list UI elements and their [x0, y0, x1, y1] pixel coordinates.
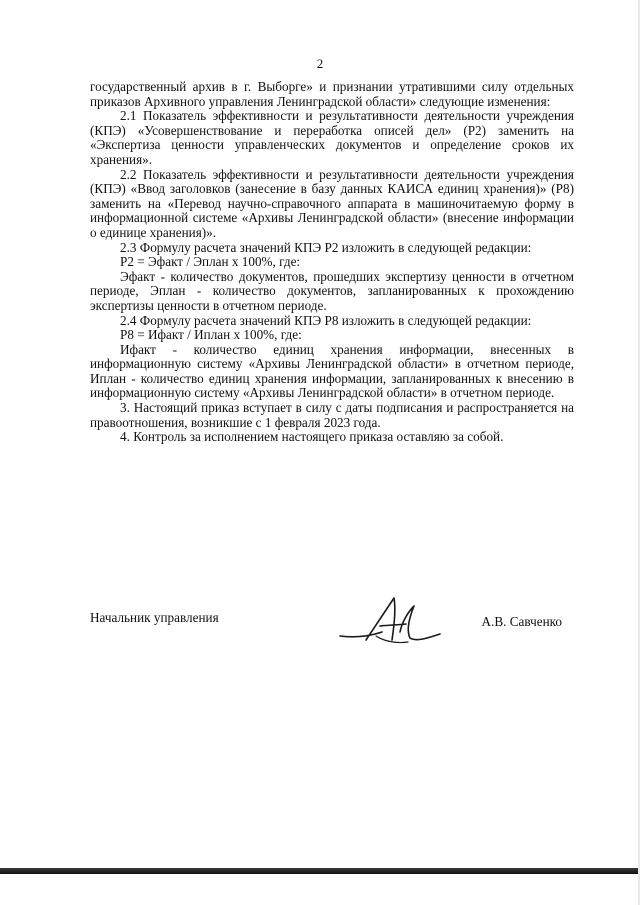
signatory-name: А.В. Савченко: [481, 614, 562, 629]
page-number: 2: [316, 56, 324, 71]
formula-p2: Р2 = Эфакт / Эплан х 100%, где:: [120, 254, 301, 270]
formula-p8-definition: Ифакт - количество единиц хранения информации, внесенных в информационную систему «Архивы Ленинградской области» в отчетном периоде, Иплан - количество единиц хранения информации, запланированных к внесению в информационную систему «Архивы Ленинградской области» в отчетном периоде.: [90, 341, 574, 401]
scan-bottom-edge: [0, 868, 640, 874]
item-2-2-paragraph: 2.2 Показатель эффективности и результативности деятельности учреждения (КПЭ) «Ввод заголовков (занесение в базу данных КАИСА единиц хранения)» (Р8) заменить на «Перевод научно-справочного аппарата в машиночитаемую форму в информационной системе «Архивы Ленинградской области» (внесение информации о единице хранения)».: [90, 166, 574, 240]
signature-block: [90, 610, 574, 650]
item-2-3-paragraph: 2.3 Формулу расчета значений КПЭ Р2 изложить в следующей редакции:: [120, 239, 532, 255]
signatory-title: Начальник управления: [90, 610, 219, 625]
formula-p2-definition: Эфакт - количество документов, прошедших экспертизу ценности в отчетном периоде, Эплан - количество документов, запланированных к прохождению экспертизы ценности в отчетном периоде.: [90, 268, 574, 313]
formula-p8: Р8 = Ифакт / Иплан х 100%, где:: [120, 327, 302, 343]
document-body: [90, 80, 574, 445]
item-2-1-paragraph: 2.1 Показатель эффективности и результативности деятельности учреждения (КПЭ) «Усовершенствование и переработка описей дел» (Р2) заменить на «Экспертиза ценности управленческих документов и определение сроков их хранения».: [90, 108, 574, 167]
intro-paragraph: государственный архив в г. Выборге» и признании утратившими силу отдельных приказов Архивного управления Ленинградской области» следующие изменения:: [90, 79, 574, 109]
item-4-paragraph: 4. Контроль за исполнением настоящего приказа оставляю за собой.: [120, 429, 504, 445]
item-2-4-paragraph: 2.4 Формулу расчета значений КПЭ Р8 изложить в следующей редакции:: [120, 312, 532, 328]
handwritten-signature: [336, 592, 446, 652]
item-3-paragraph: 3. Настоящий приказ вступает в силу с даты подписания и распространяется на правоотношения, возникшие с 1 февраля 2023 года.: [90, 400, 574, 430]
